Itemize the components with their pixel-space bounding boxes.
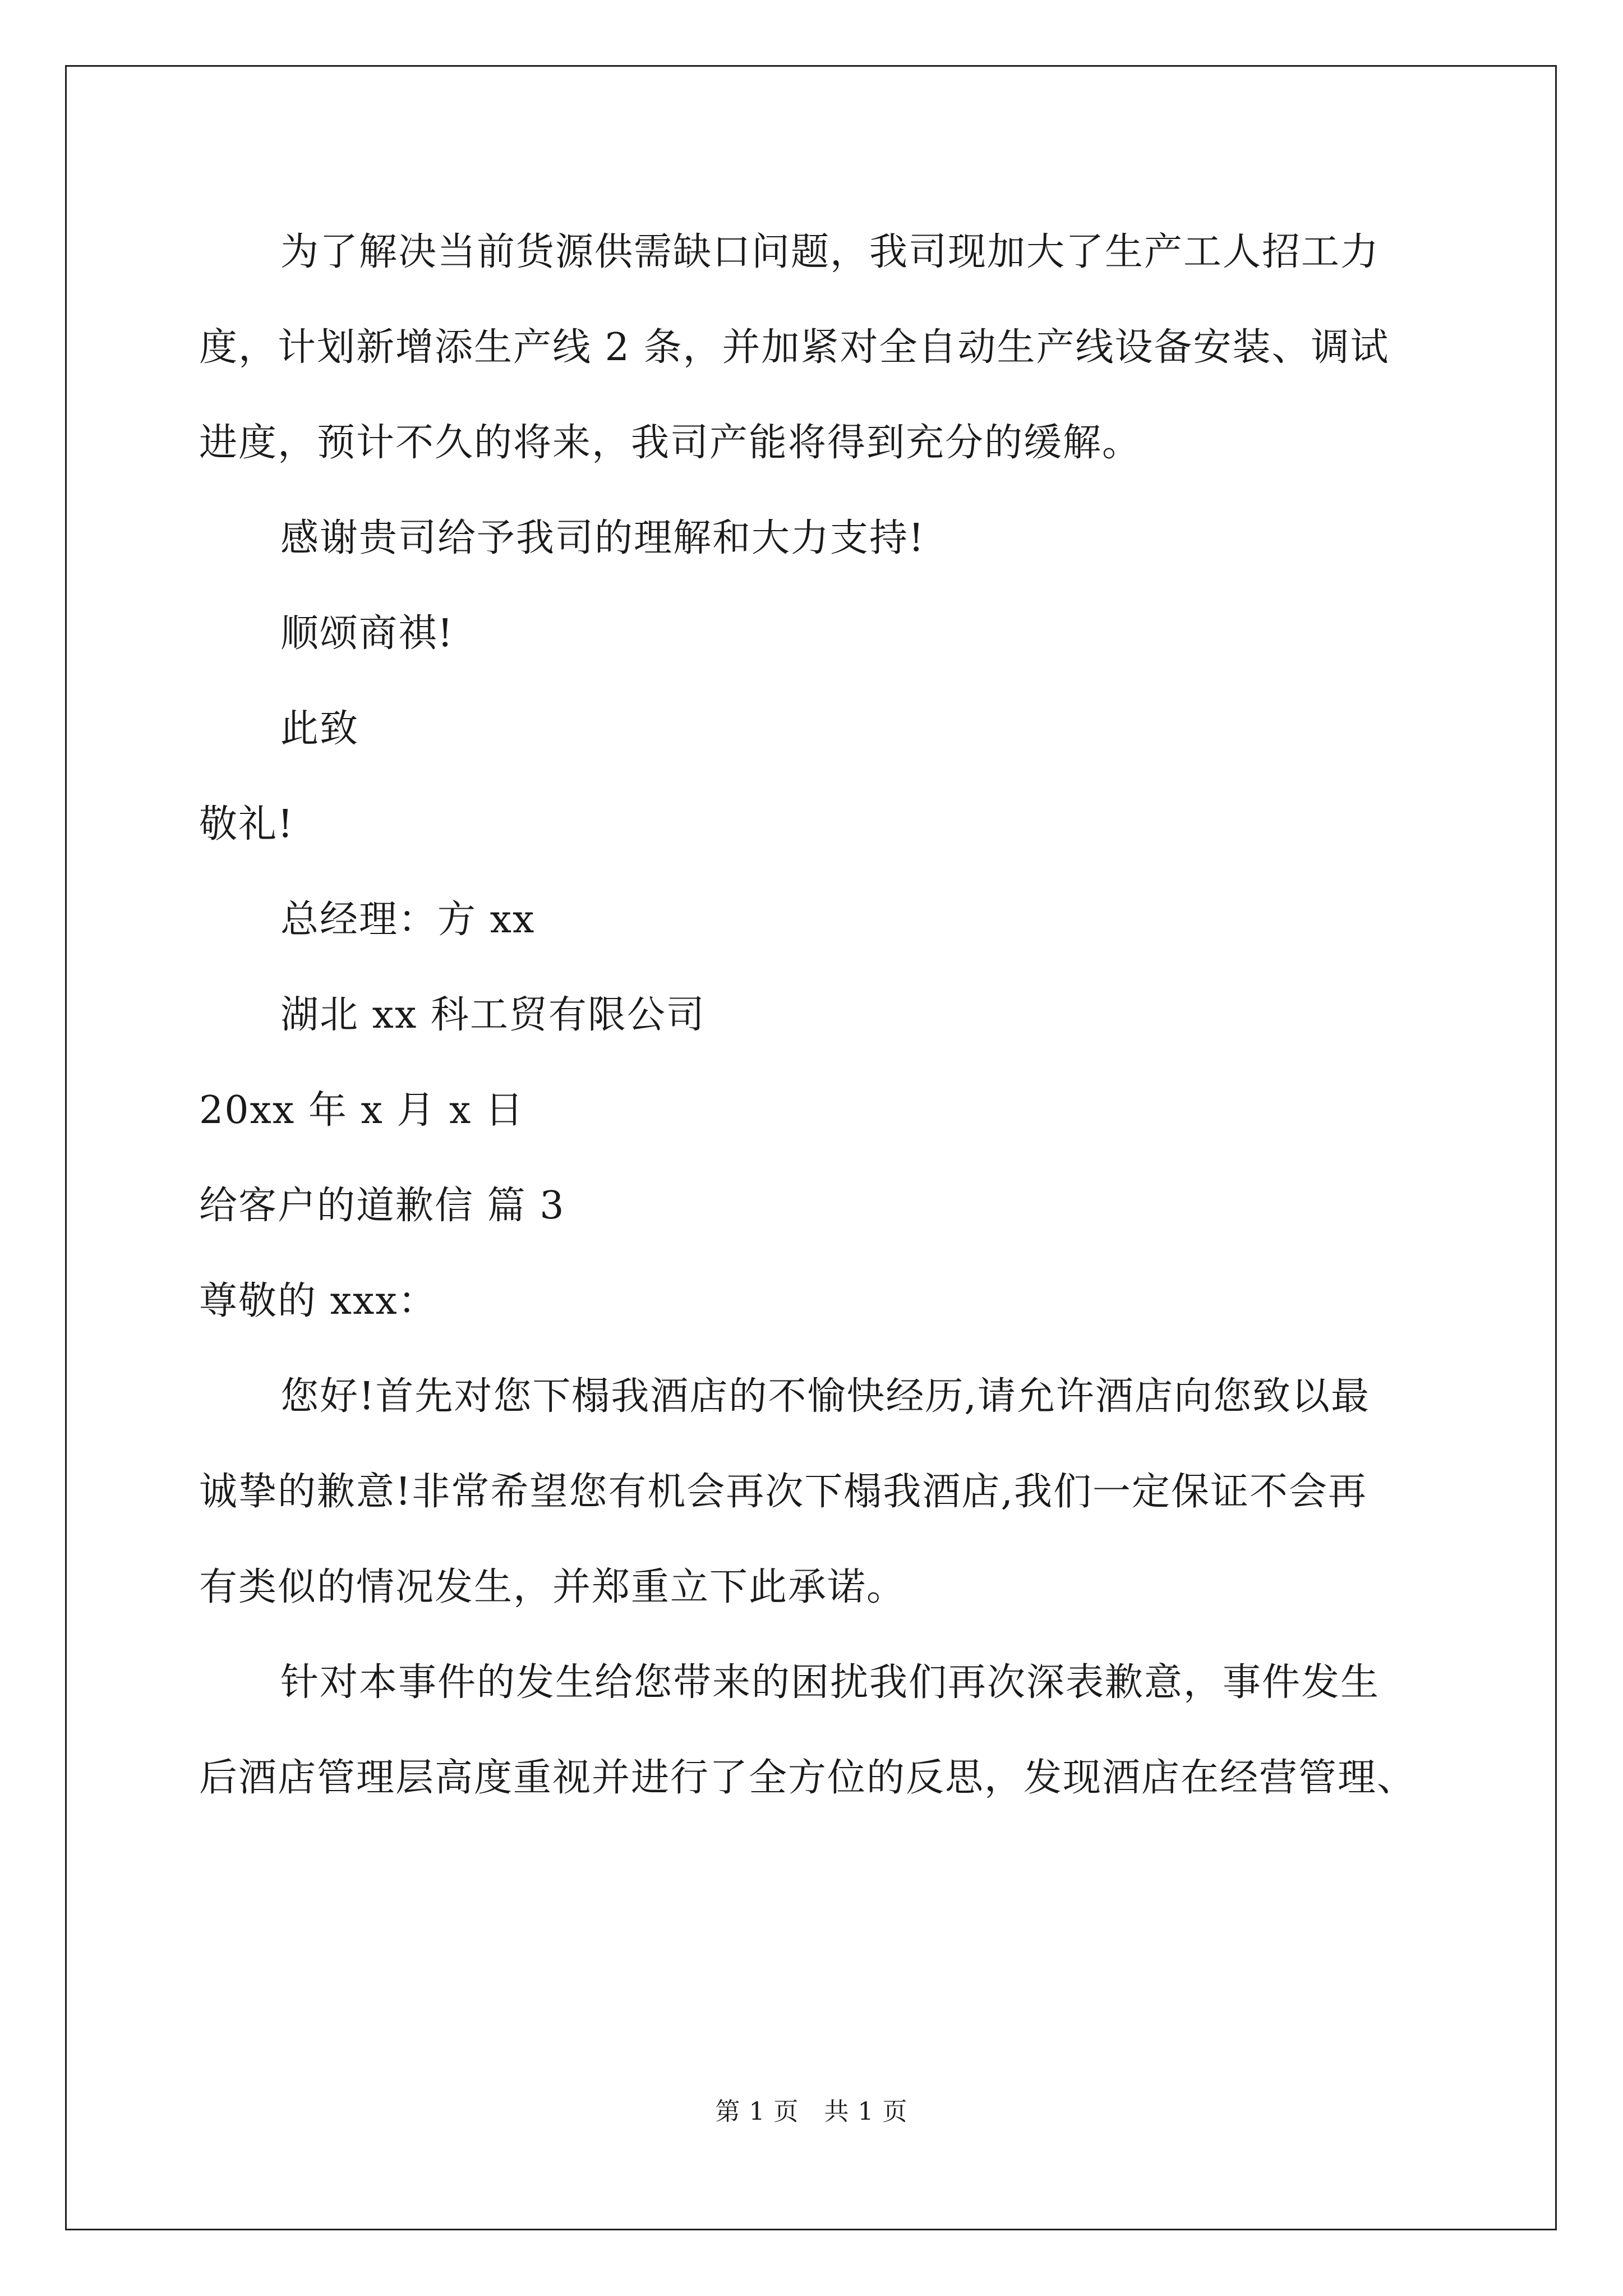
paragraph-line: 诚挚的歉意!非常希望您有机会再次下榻我酒店,我们一定保证不会再 — [199, 1470, 1367, 1514]
salutation: 尊敬的 xxx： — [199, 1279, 437, 1323]
section-heading: 给客户的道歉信 篇 3 — [199, 1184, 565, 1228]
paragraph-line: 度，计划新增添生产线 2 条，并加紧对全自动生产线设备安装、调试 — [199, 325, 1390, 370]
paragraph-line: 您好!首先对您下榻我酒店的不愉快经历,请允许酒店向您致以最 — [280, 1374, 1370, 1419]
paragraph-line: 进度，预计不久的将来，我司产能将得到充分的缓解。 — [199, 421, 1142, 465]
closing-phrase: 顺颂商祺! — [280, 611, 454, 656]
signature-company: 湖北 xx 科工贸有限公司 — [280, 993, 706, 1037]
closing-phrase: 此致 — [280, 707, 359, 751]
paragraph-line: 针对本事件的发生给您带来的困扰我们再次深表歉意，事件发生 — [280, 1660, 1380, 1705]
page-number: 第 1 页 共 1 页 — [715, 2097, 908, 2126]
paragraph-line: 后酒店管理层高度重视并进行了全方位的反思，发现酒店在经营管理、 — [199, 1756, 1417, 1800]
signature-name: 总经理：方 xx — [280, 898, 536, 942]
paragraph-line: 为了解决当前货源供需缺口问题，我司现加大了生产工人招工力 — [280, 230, 1380, 274]
signature-date: 20xx 年 x 月 x 日 — [199, 1088, 525, 1133]
page-border — [65, 65, 1557, 2230]
paragraph-line: 感谢贵司给予我司的理解和大力支持! — [280, 516, 925, 560]
paragraph-line: 有类似的情况发生，并郑重立下此承诺。 — [199, 1565, 906, 1609]
closing-phrase: 敬礼! — [199, 802, 294, 846]
